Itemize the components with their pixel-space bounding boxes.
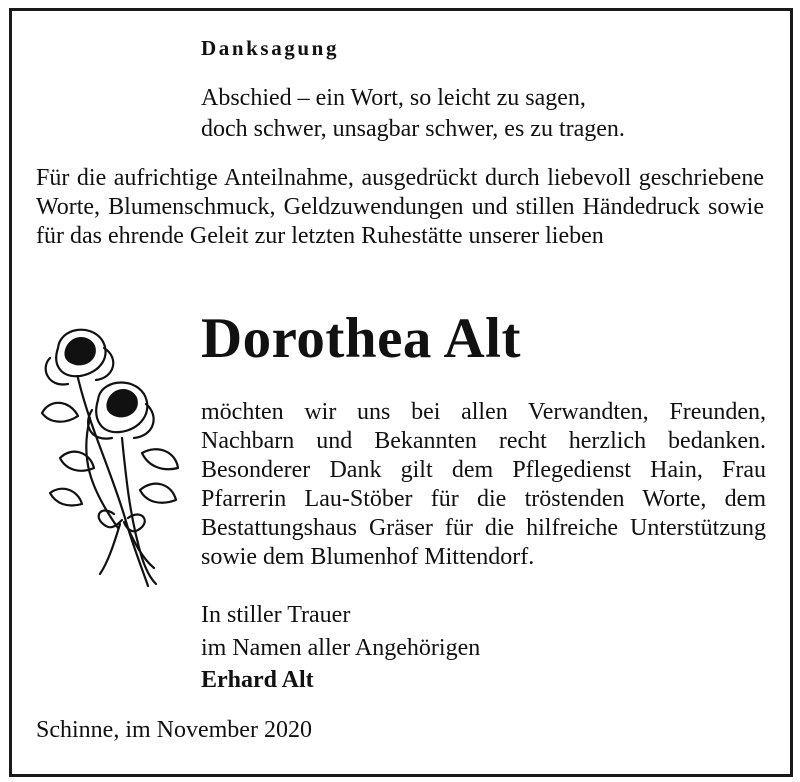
closing-line-2: im Namen aller Angehörigen	[201, 635, 481, 661]
signer-name: Erhard Alt	[201, 667, 314, 693]
intro-paragraph: Für die aufrichtige Anteilnahme, ausgedrückt durch liebevoll geschriebene Worte, Blumenschmuck, Geldzuwendungen und stillen Händedruck sowie für das ehrende Geleit zur letzten Ruhestätte unserer lieben	[36, 165, 764, 249]
thanks-paragraph: möchten wir uns bei allen Verwandten, Freunden, Nachbarn und Bekannten recht herzlich bedanken. Besonderer Dank gilt dem Pflegedienst Hain, Frau Pfarrerin Lau-Stöber für die tröstenden Worte, dem Bestattungshaus Gräser für die hilfreiche Unterstützung sowie dem Blumenhof Mittendorf.	[201, 399, 766, 570]
roses-illustration-icon	[30, 318, 190, 593]
closing-line-1: In stiller Trauer	[201, 602, 351, 628]
deceased-name: Dorothea Alt	[201, 307, 522, 370]
verse-line-2: doch schwer, unsagbar schwer, es zu tragen.	[201, 116, 625, 142]
verse-line-1: Abschied – ein Wort, so leicht zu sagen,	[201, 85, 586, 111]
notice-title: Danksagung	[201, 36, 340, 60]
place-date: Schinne, im November 2020	[36, 717, 312, 743]
